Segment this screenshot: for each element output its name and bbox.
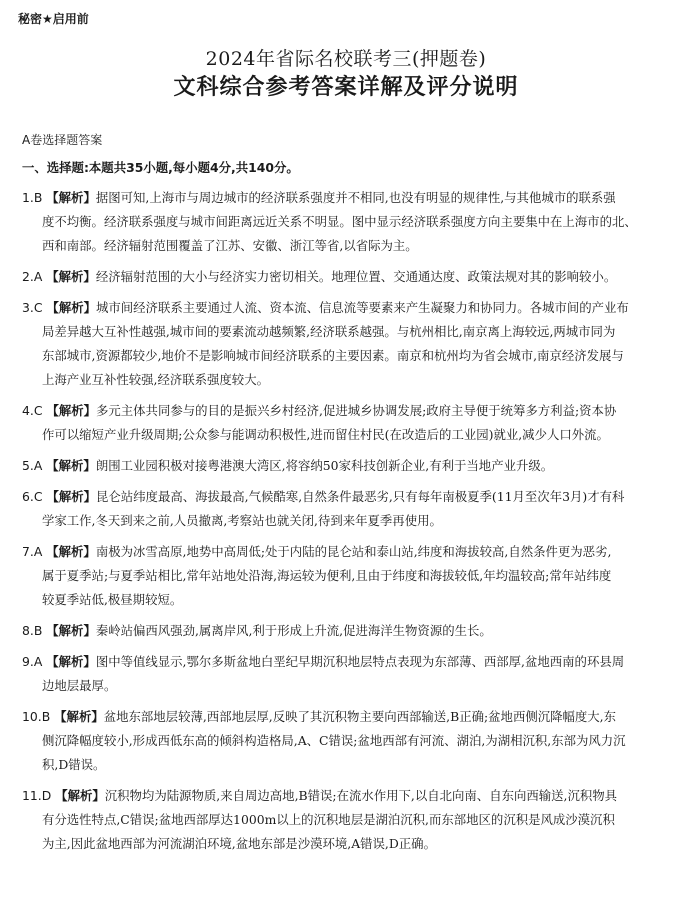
answer-item (22, 186, 668, 258)
analysis-tag: 【解析】 (46, 654, 96, 669)
answer-number: 11.D (22, 788, 52, 803)
answer-list (22, 186, 668, 856)
secret-label: 秘密★启用前 (18, 12, 89, 26)
answer-line (22, 344, 668, 368)
answer-number: 10.B (22, 709, 51, 724)
answer-text: 度不均衡。经济联系强度与城市间距离远近关系不明显。图中显示经济联系强度方向主要集中在上海市的北、 (42, 214, 637, 229)
section-label: A卷选择题答案 (22, 133, 103, 147)
answer-text: 西和南部。经济辐射范围覆盖了江苏、安徽、浙江等省,以省际为主。 (42, 238, 418, 253)
answer-text: 多元主体共同参与的目的是振兴乡村经济,促进城乡协调发展;政府主导便于统筹多方利益;资本协 (96, 403, 617, 418)
analysis-tag: 【解析】 (46, 403, 96, 418)
answer-text: 侧沉降幅度较小,形成西低东高的倾斜构造格局,A、C错误;盆地西部有河流、湖泊,为湖相沉积,东部为风力沉 (42, 733, 626, 748)
answer-line (22, 619, 668, 643)
answer-line (22, 186, 668, 210)
answer-text: 南极为冰雪高原,地势中高周低;处于内陆的昆仑站和泰山站,纬度和海拔较高,自然条件更为恶劣, (95, 544, 612, 559)
analysis-tag: 【解析】 (46, 544, 96, 559)
answer-text: 东部城市,资源都较少,地价不是影响城市间经济联系的主要因素。南京和杭州均为省会城市,南京经济发展与 (42, 348, 624, 363)
answer-item (22, 485, 668, 533)
answer-text: 秦岭站偏西风强劲,属离岸风,利于形成上升流,促进海洋生物资源的生长。 (95, 623, 492, 638)
answer-line (22, 296, 668, 320)
answer-text: 盆地东部地层较薄,西部地层厚,反映了其沉积物主要向西部输送,B正确;盆地西侧沉降幅度大,东 (103, 709, 617, 724)
part-title: 一、选择题:本题共35小题,每小题4分,共140分。 (22, 160, 299, 175)
answer-item (22, 454, 668, 478)
answer-text: 据图可知,上海市与周边城市的经济联系强度并不相同,也没有明显的规律性,与其他城市的联系强 (95, 190, 616, 205)
answer-content (22, 128, 668, 863)
analysis-tag: 【解析】 (46, 190, 96, 205)
answer-number: 5.A (22, 458, 43, 473)
answer-number: 4.C (22, 403, 43, 418)
answer-line (22, 320, 668, 344)
analysis-tag: 【解析】 (54, 709, 104, 724)
analysis-tag: 【解析】 (46, 300, 96, 315)
answer-line (22, 650, 668, 674)
answer-text: 局差异越大互补性越强,城市间的要素流动越频繁,经济联系越强。与杭州相比,南京离上海较远,两城市同为 (42, 324, 616, 339)
answer-item (22, 619, 668, 643)
answer-number: 3.C (22, 300, 43, 315)
answer-line (22, 564, 668, 588)
answer-line (22, 729, 668, 753)
answer-text: 城市间经济联系主要通过人流、资本流、信息流等要素来产生凝聚力和协同力。各城市间的产业布 (96, 300, 629, 315)
answer-item (22, 265, 668, 289)
answer-item (22, 650, 668, 698)
answer-line (22, 210, 668, 234)
answer-item (22, 784, 668, 856)
answer-text: 学家工作,冬天到来之前,人员撤离,考察站也就关闭,待到来年夏季再使用。 (42, 513, 442, 528)
answer-item (22, 296, 668, 392)
analysis-tag: 【解析】 (46, 623, 96, 638)
answer-line (22, 753, 668, 777)
answer-line (22, 588, 668, 612)
answer-text: 昆仑站纬度最高、海拔最高,气候酷寒,自然条件最恶劣,只有每年南极夏季(11月至次年3月)才有科 (96, 489, 625, 504)
answer-number: 8.B (22, 623, 43, 638)
answer-item (22, 399, 668, 447)
answer-text: 上海产业互补性较强,经济联系强度较大。 (42, 372, 269, 387)
answer-number: 2.A (22, 269, 43, 284)
answer-line (22, 808, 668, 832)
analysis-tag: 【解析】 (46, 489, 96, 504)
answer-line (22, 674, 668, 698)
answer-line (22, 784, 668, 808)
answer-item (22, 540, 668, 612)
answer-line (22, 540, 668, 564)
answer-text: 图中等值线显示,鄂尔多斯盆地白垩纪早期沉积地层特点表现为东部薄、西部厚,盆地西南的环县周 (95, 654, 625, 669)
answer-text: 边地层最厚。 (42, 678, 117, 693)
answer-text: 经济辐射范围的大小与经济实力密切相关。地理位置、交通通达度、政策法规对其的影响较小。 (95, 269, 617, 284)
answer-line (22, 234, 668, 258)
answer-number: 7.A (22, 544, 43, 559)
answer-line (22, 485, 668, 509)
answer-number: 1.B (22, 190, 43, 205)
answer-text: 较夏季站低,极昼期较短。 (42, 592, 183, 607)
answer-text: 有分选性特点,C错误;盆地西部厚达1000m以上的沉积地层是湖泊沉积,而东部地区的沉积是风成沙漠沉积 (42, 812, 615, 827)
answer-line (22, 265, 668, 289)
answer-line (22, 705, 668, 729)
answer-number: 9.A (22, 654, 43, 669)
answer-line (22, 832, 668, 856)
answer-text: 沉积物均为陆源物质,来自周边高地,B错误;在流水作用下,以自北向南、自东向西输送,沉积物具 (104, 788, 618, 803)
answer-line (22, 423, 668, 447)
answer-title: 文科综合参考答案详解及评分说明 (173, 75, 519, 100)
answer-line (22, 454, 668, 478)
answer-line (22, 368, 668, 392)
answer-text: 为主,因此盆地西部为河流湖泊环境,盆地东部是沙漠环境,A错误,D正确。 (42, 836, 436, 851)
answer-line (22, 509, 668, 533)
answer-line (22, 399, 668, 423)
answer-text: 作可以缩短产业升级周期;公众参与能调动积极性,进而留住村民(在改造后的工业园)就业,减少人口外流。 (42, 427, 609, 442)
answer-item (22, 705, 668, 777)
answer-text: 积,D错误。 (42, 757, 106, 772)
answer-text: 属于夏季站;与夏季站相比,常年站地处沿海,海运较为便利,且由于纬度和海拔较低,年均温较高;常年站纬度 (42, 568, 612, 583)
answer-number: 6.C (22, 489, 43, 504)
answer-text: 朗围工业园积极对接粤港澳大湾区,将容纳50家科技创新企业,有利于当地产业升级。 (95, 458, 554, 473)
analysis-tag: 【解析】 (55, 788, 105, 803)
analysis-tag: 【解析】 (46, 458, 96, 473)
analysis-tag: 【解析】 (46, 269, 96, 284)
exam-title: 2024年省际名校联考三(押题卷) (205, 48, 487, 70)
